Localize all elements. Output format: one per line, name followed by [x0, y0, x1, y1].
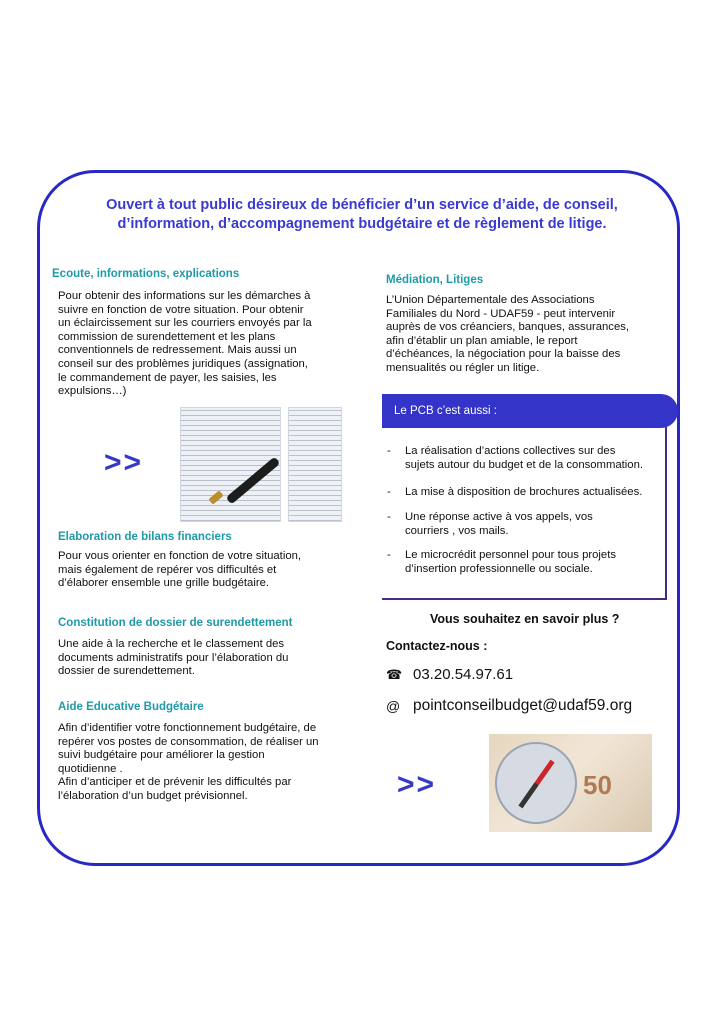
bilans-text: Pour vous orienter en fonction de votre situation, mais également de repérer vos difficultés et d’élaborer ensemble une grille budgétaire.	[58, 550, 302, 590]
section-title-bilans: Elaboration de bilans financiers	[58, 531, 232, 543]
ecoute-text: Pour obtenir des informations sur les démarches à suivre en fonction de votre situation. Pour obtenir un éclaircissement sur les courriers envoyés par la commission de surendettement et les plans conventionnels de redressement. Mais aussi un conseil sur des problèmes juridiques (assignation, le commandement de payer, les saisies, les expulsions…)	[58, 290, 312, 398]
mediation-text: L’Union Départementale des Associations Familiales du Nord - UDAF59 - peut intervenir auprès de vos créanciers, banques, assurances, afin d’établir un plan amiable, le report d’échéances, la négociation pour la baisse des mensualités ou régler un litige.	[386, 294, 630, 374]
aide-text: Afin d’identifier votre fonctionnement budgétaire, de repérer vos postes de consommation, de réaliser un suivi budgétaire pour améliorer la gestion quotidienne . Afin d’anticiper et de prévenir les difficultés par l’élaboration d’un budget prévisionnel.	[58, 722, 319, 802]
section-title-ecoute: Ecoute, informations, explications	[52, 268, 240, 280]
contact-heading: Contactez-nous :	[386, 639, 488, 653]
pcb-title-tab: Le PCB c’est aussi :	[382, 394, 678, 428]
pcb-item: - Une réponse active à vos appels, vos courriers , vos mails.	[387, 511, 593, 537]
headline: Ouvert à tout public désireux de bénéficier d’un service d’aide, de conseil, d’information, d’accompagnement budgétaire et de règlement de litige.	[106, 197, 618, 232]
arrow-icon: >>	[104, 446, 144, 479]
email-at-icon: @	[386, 698, 401, 714]
section-title-dossier: Constitution de dossier de surendettement	[58, 617, 293, 629]
pcb-item: - La mise à disposition de brochures actualisées.	[387, 486, 643, 498]
dossier-text: Une aide à la recherche et le classement des documents administratifs pour l’élaboration du dossier de surendettement.	[58, 638, 289, 678]
pcb-item: - Le microcrédit personnel pour tous projets d’insertion professionnelle ou sociale.	[387, 549, 616, 575]
pen-nib-icon	[208, 490, 223, 504]
email-link[interactable]: pointconseilbudget@udaf59.org	[413, 697, 633, 714]
compass-needle-icon	[518, 760, 554, 809]
section-title-mediation: Médiation, Litiges	[386, 274, 484, 286]
pcb-item: - La réalisation d’actions collectives sur des sujets autour du budget et de la consommation.	[387, 445, 644, 471]
pen-icon	[226, 456, 281, 504]
compass-and-banknotes-photo	[489, 734, 652, 832]
phone-number[interactable]: 03.20.54.97.61	[413, 666, 514, 683]
more-info-heading: Vous souhaitez en savoir plus ?	[430, 612, 620, 626]
arrow-icon: >>	[397, 768, 437, 801]
document-photo	[288, 407, 342, 522]
banknote-value: 50	[583, 770, 612, 800]
compass-icon	[495, 742, 577, 824]
phone-icon: ☎	[386, 667, 403, 682]
section-title-aide: Aide Educative Budgétaire	[58, 701, 204, 713]
document-with-pen-photo	[180, 407, 281, 522]
